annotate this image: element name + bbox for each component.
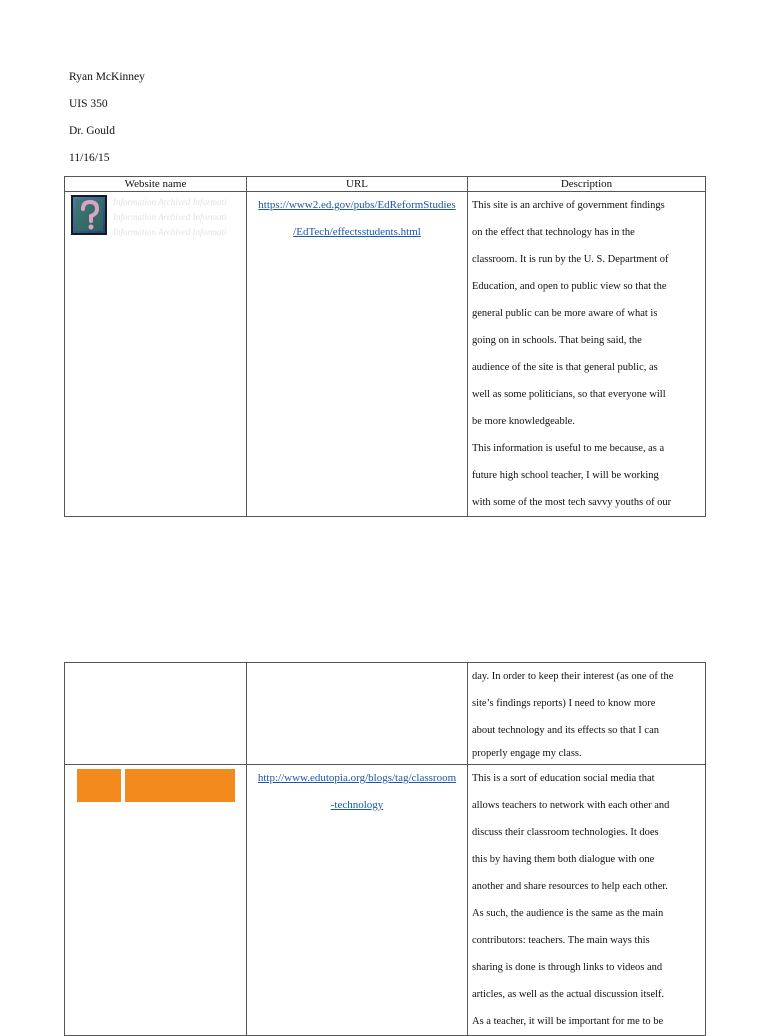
site-url-link[interactable]: https://www2.ed.gov/pubs/EdReformStudies xyxy=(258,199,456,211)
description-line: general public can be more aware of what is xyxy=(472,308,658,319)
url-cell xyxy=(247,765,468,1036)
description-line: Education, and open to public view so that the xyxy=(472,281,667,292)
description-line: This information is useful to me because, as a xyxy=(472,443,665,454)
watermark-text: Information Archived Informati xyxy=(113,227,227,237)
description-line: with some of the most tech savvy youths of our xyxy=(472,497,672,508)
description-line: This site is an archive of government findings xyxy=(472,200,665,211)
description-cell xyxy=(468,192,706,517)
description-line: As a teacher, it will be important for me to be xyxy=(472,1016,664,1027)
column-header-description: Description xyxy=(468,177,706,192)
description-line: properly engage my class. xyxy=(472,748,582,759)
table-row xyxy=(65,765,706,1036)
question-mark-icon xyxy=(71,195,107,235)
course-code: UIS 350 xyxy=(69,98,108,110)
table-row xyxy=(65,192,706,517)
description-line: about technology and its effects so that I can xyxy=(472,725,660,736)
watermark-text: Information Archived Informati xyxy=(113,197,227,207)
description-line: be more knowledgeable. xyxy=(472,416,575,427)
site-logo[interactable] xyxy=(65,765,246,809)
description-line: contributors: teachers. The main ways this xyxy=(472,935,650,946)
description-line: classroom. It is run by the U. S. Department of xyxy=(472,254,669,265)
description-line: audience of the site is that general public, as xyxy=(472,362,658,373)
document-date: 11/16/15 xyxy=(69,152,110,164)
description-line: articles, as well as the actual discussion itself. xyxy=(472,989,665,1000)
site-logo[interactable] xyxy=(71,195,247,243)
description-line: allows teachers to network with each other and xyxy=(472,800,670,811)
website-name-cell xyxy=(65,765,247,1036)
description-line: This is a sort of education social media that xyxy=(472,773,655,784)
website-table-page-1 xyxy=(64,176,706,517)
description-cell xyxy=(468,765,706,1036)
description-line: on the effect that technology has in the xyxy=(472,227,635,238)
logo-block xyxy=(77,769,121,802)
website-table-page-2 xyxy=(64,662,706,1036)
url-cell xyxy=(247,663,468,765)
author-name: Ryan McKinney xyxy=(69,71,145,83)
description-line: this by having them both dialogue with one xyxy=(472,854,655,865)
description-line: going on in schools. That being said, the xyxy=(472,335,642,346)
site-url-link[interactable]: http://www.edutopia.org/blogs/tag/classroom xyxy=(257,772,457,784)
site-url-link[interactable]: -technology xyxy=(330,799,384,811)
site-url-link[interactable]: /EdTech/effectsstudents.html xyxy=(293,226,421,238)
description-line: As such, the audience is the same as the main xyxy=(472,908,664,919)
description-line: sharing is done is through links to videos and xyxy=(472,962,663,973)
description-line: day. In order to keep their interest (as one of the xyxy=(472,671,674,682)
website-name-cell xyxy=(65,192,247,517)
column-header-url: URL xyxy=(247,177,468,192)
website-name-cell xyxy=(65,663,247,765)
url-cell xyxy=(247,192,468,517)
description-line: future high school teacher, I will be working xyxy=(472,470,659,481)
description-line: site’s findings reports) I need to know more xyxy=(472,698,656,709)
description-line: discuss their classroom technologies. It does xyxy=(472,827,659,838)
description-line: another and share resources to help each other. xyxy=(472,881,668,892)
description-cell xyxy=(468,663,706,765)
table-header-row xyxy=(65,177,706,192)
logo-block xyxy=(125,769,235,802)
table-row xyxy=(65,663,706,765)
column-header-website-name: Website name xyxy=(65,177,247,192)
description-line: well as some politicians, so that everyone will xyxy=(472,389,666,400)
instructor-name: Dr. Gould xyxy=(69,125,115,137)
watermark-text: Information Archived Informati xyxy=(113,212,227,222)
